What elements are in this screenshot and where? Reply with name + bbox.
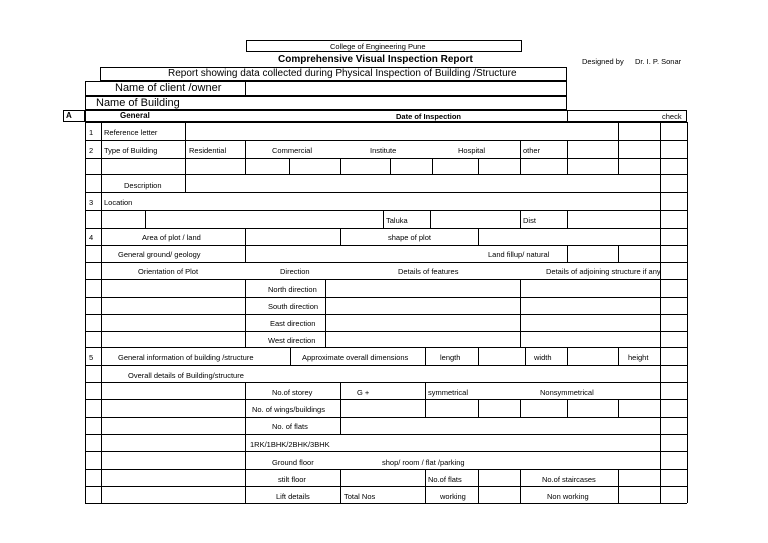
section-a-letter: A	[66, 111, 72, 120]
shape-of-plot-label: shape of plot	[388, 233, 431, 242]
land-fillup-label: Land fillup/ natural	[488, 250, 550, 259]
row1-num: 1	[89, 128, 94, 137]
general-label: General	[120, 111, 150, 120]
report-subtitle: Report showing data collected during Physical Inspection of Building /Structure	[168, 68, 517, 79]
option-hospital: Hospital	[458, 146, 486, 155]
no-of-flats-label: No. of flats	[272, 422, 308, 431]
date-of-inspection: Date of Inspection	[396, 112, 462, 121]
college-name: College of Engineering Pune	[330, 42, 426, 51]
option-commercial: Commercial	[272, 146, 313, 155]
height-label: height	[628, 353, 649, 362]
non-working-label: Non working	[547, 492, 589, 501]
report-title: Comprehensive Visual Inspection Report	[278, 54, 473, 65]
designer-name: Dr. I. P. Sonar	[635, 57, 682, 66]
flat-types-label: 1RK/1BHK/2BHK/3BHK	[250, 440, 330, 449]
staircases-label: No.of staircases	[542, 475, 596, 484]
option-residential: Residential	[189, 146, 227, 155]
general-bar	[85, 110, 687, 122]
working-label: working	[440, 492, 466, 501]
ground-geology-label: General ground/ geology	[118, 250, 201, 259]
overall-details-label: Overall details of Building/structure	[128, 371, 244, 380]
wings-label: No. of wings/buildings	[252, 405, 325, 414]
option-other: other	[523, 146, 541, 155]
ground-floor-label: Ground floor	[272, 458, 314, 467]
orientation-label: Orientation of Plot	[138, 267, 199, 276]
stilt-floor-label: stilt floor	[278, 475, 306, 484]
row5-num: 5	[89, 353, 94, 362]
check-label: check	[662, 112, 682, 121]
description-label: Description	[124, 181, 162, 190]
type-of-building-label: Type of Building	[104, 146, 158, 155]
features-header: Details of features	[398, 267, 459, 276]
north-direction: North direction	[268, 285, 317, 294]
nonsymmetrical-label: Nonsymmetrical	[540, 388, 594, 397]
direction-header: Direction	[280, 267, 310, 276]
row2-num: 2	[89, 146, 94, 155]
no-of-storey-label: No.of storey	[272, 388, 313, 397]
shop-room-label: shop/ room / flat /parking	[382, 458, 465, 467]
area-of-plot-label: Area of plot / land	[142, 233, 201, 242]
row4-num: 4	[89, 233, 94, 242]
dist-label: Dist	[523, 216, 536, 225]
west-direction: West direction	[268, 336, 316, 345]
width-label: width	[534, 353, 552, 362]
option-institute: Institute	[370, 146, 397, 155]
client-label: Name of client /owner	[115, 82, 222, 94]
dimensions-label: Approximate overall dimensions	[302, 353, 409, 362]
symmetrical-label: symmetrical	[428, 388, 469, 397]
building-label: Name of Building	[96, 97, 180, 109]
reference-letter-label: Reference letter	[104, 128, 158, 137]
taluka-label: Taluka	[386, 216, 408, 225]
south-direction: South direction	[268, 302, 319, 311]
east-direction: East direction	[270, 319, 316, 328]
lift-details-label: Lift details	[276, 492, 310, 501]
total-nos-label: Total Nos	[344, 492, 376, 501]
g-plus-label: G +	[357, 388, 370, 397]
general-info-label: General information of building /structure	[118, 353, 254, 362]
stilt-no-flats-label: No.of flats	[428, 475, 462, 484]
adjoining-header: Details of adjoining structure if any	[546, 267, 661, 276]
location-label: Location	[104, 198, 133, 207]
designed-by-label: Designed by	[582, 57, 624, 66]
length-label: length	[440, 353, 461, 362]
row3-num: 3	[89, 198, 94, 207]
